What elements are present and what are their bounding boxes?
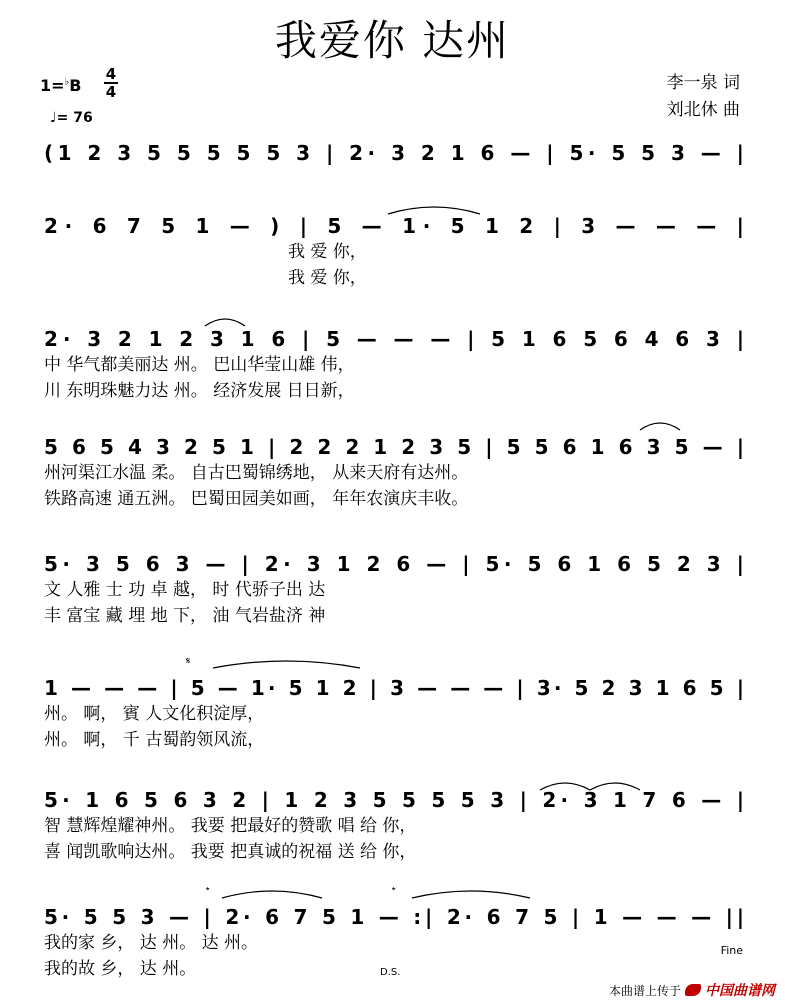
notation-row: 5· 1 6 5 6 3 2 | 1 2 3 5 5 5 5 3 | 2· 3 1 7 6 — | — [44, 788, 745, 812]
tempo-mark: ♩= 76 — [50, 110, 93, 126]
key-note: B — [69, 76, 82, 95]
flat-sign: ♭ — [64, 76, 70, 88]
notation-row: 1 — — — | 5 — 1· 5 1 2 | 3 — — — | 3· 5 2 3 1 6 5 | — [44, 676, 744, 700]
lyric-line: 我的故 乡， 达 州。 — [44, 959, 197, 979]
lyric-line: 川 东明珠魅力达 州。 经济发展 日日新， — [44, 381, 355, 401]
lyric-line: 州河渠江水温 柔。 自古巴蜀锦绣地， 从来天府有达州。 — [44, 463, 469, 483]
slur-mark — [412, 891, 530, 898]
slur-mark — [213, 661, 360, 668]
lyric-line: 州。 啊， 千 古蜀韵领风流， — [44, 730, 265, 750]
lyric-line: 文 人雅 士 功 卓 越， 时 代骄子出 达 — [44, 580, 326, 600]
lyric-line: 我 爱 你， — [288, 242, 367, 262]
slur-mark — [640, 423, 680, 430]
segno-icon: 𝄋 — [186, 656, 191, 667]
notation-row: 5 6 5 4 3 2 5 1 | 2 2 2 1 2 3 5 | 5 5 6 1 6 3 5 — | — [44, 435, 744, 459]
time-signature-top: 4 — [105, 65, 117, 83]
composer-credit: 刘北休 曲 — [666, 100, 740, 120]
lyric-line: 我 爱 你， — [288, 268, 367, 288]
coda-icon: 𝄌 — [206, 886, 210, 897]
fine-mark: Fine — [720, 944, 743, 957]
coda-icon: 𝄌 — [392, 886, 396, 897]
slur-mark — [205, 319, 245, 326]
slur-mark — [222, 891, 322, 898]
footer-text: 本曲谱上传于 — [608, 983, 681, 998]
lyric-line: 中 华气都美丽达 州。 巴山华莹山雄 伟， — [44, 355, 355, 375]
lyric-line: 我的家 乡， 达 州。 达 州。 — [44, 933, 259, 953]
ds-mark: D.S. — [380, 967, 401, 978]
footer-site-name[interactable]: 中国曲谱网 — [705, 983, 775, 999]
lyric-line: 丰 富宝 藏 埋 地 下， 油 气岩盐济 神 — [44, 606, 326, 626]
lyricist-credit: 李一泉 词 — [666, 73, 740, 93]
lyric-line: 铁路高速 通五洲。 巴蜀田园美如画， 年年农演庆丰收。 — [44, 489, 469, 509]
notation-row: 5· 3 5 6 3 — | 2· 3 1 2 6 — | 5· 5 6 1 6 5 2 3 | — [44, 552, 744, 576]
notation-row: 5· 5 5 3 — | 2· 6 7 5 1 — :| 2· 6 7 5 | 1 — — — || — [44, 905, 745, 929]
upload-footer — [609, 980, 775, 1000]
lyric-line: 州。 啊， 賓 人文化积淀厚， — [44, 704, 265, 724]
notation-row: 2· 3 2 1 2 3 1 6 | 5 — — — | 5 1 6 5 6 4 6 3 | — [44, 327, 745, 351]
notation-row: 2· 6 7 5 1 — ) | 5 — 1· 5 1 2 | 3 — — — | — [44, 214, 744, 238]
site-logo-icon — [685, 984, 701, 996]
song-title: 我爱你 达州 — [274, 16, 511, 65]
time-signature-bottom: 4 — [105, 83, 117, 101]
key-prefix: 1= — [40, 76, 65, 95]
notation-row: (1 2 3 5 5 5 5 5 3 | 2· 3 2 1 6 — | 5· 5 5 3 — | — [44, 141, 744, 165]
lyric-line: 喜 闻凯歌响达州。 我要 把真诚的祝福 送 给 你， — [44, 842, 417, 862]
slur-mark — [388, 207, 480, 214]
lyric-line: 智 慧辉煌耀神州。 我要 把最好的赞歌 唱 给 你， — [44, 816, 417, 836]
